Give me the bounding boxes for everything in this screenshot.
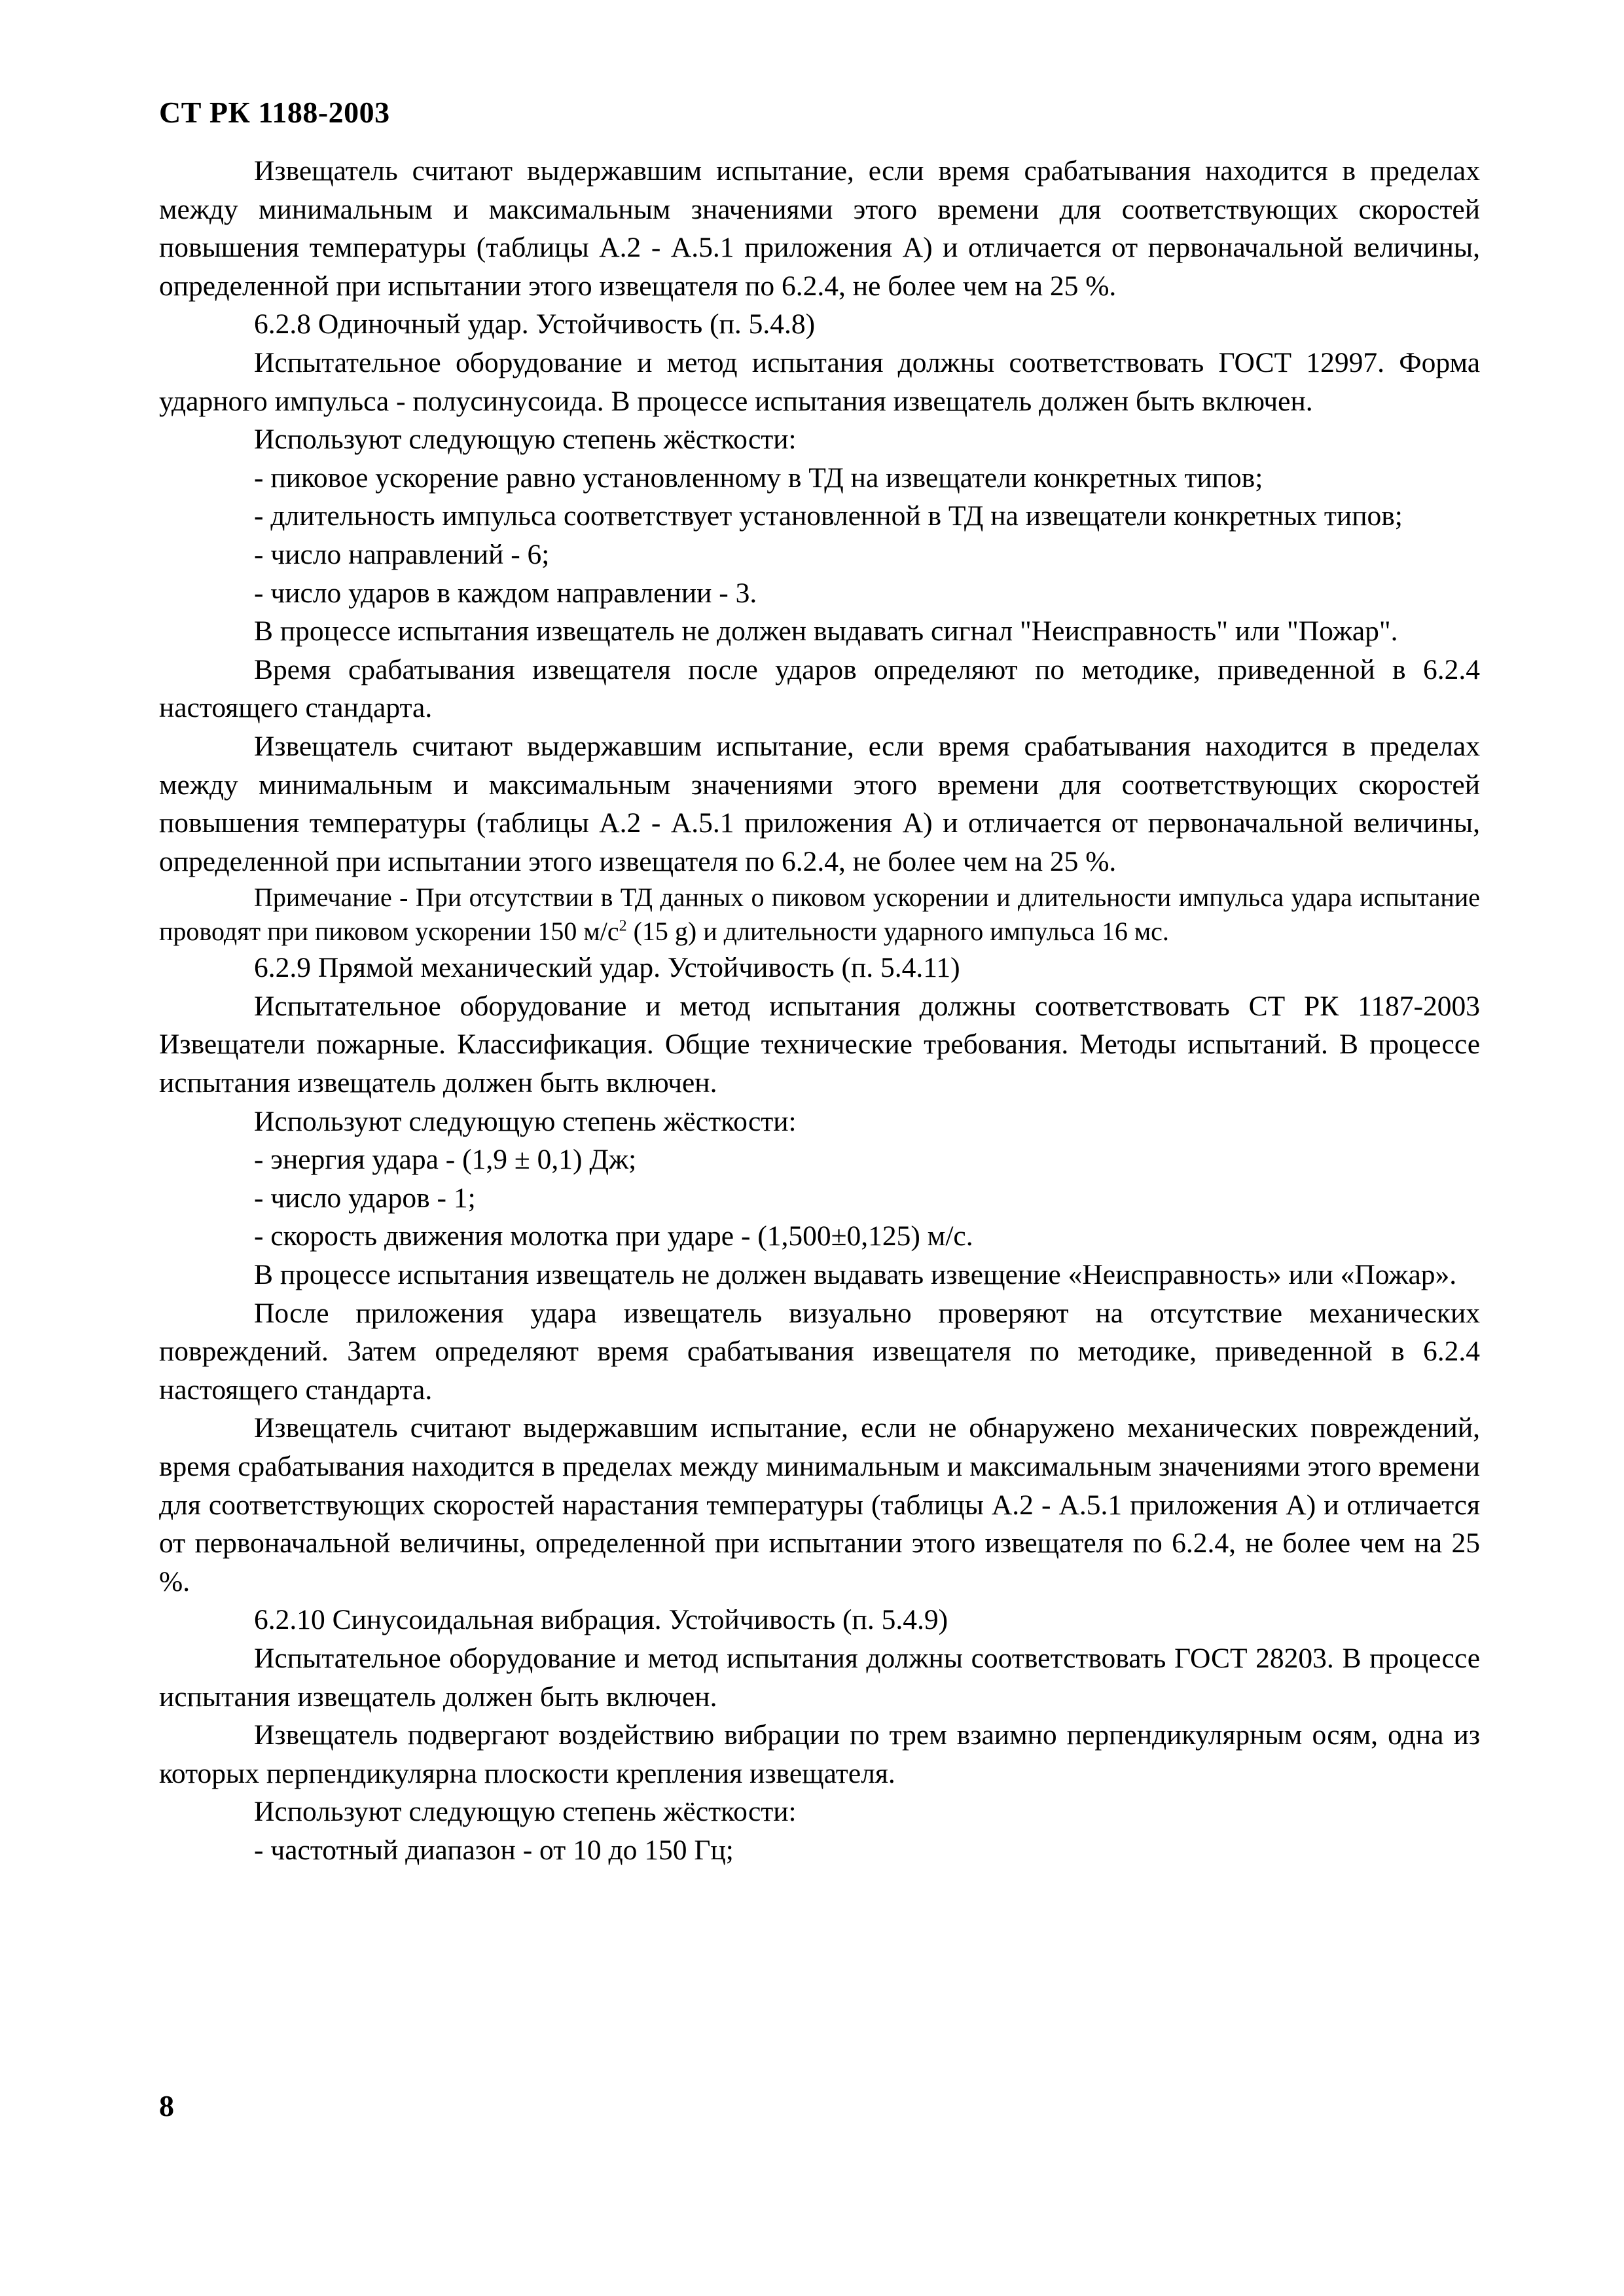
note-text-end: (15 g) и длительности ударного импульса 16 мс.	[626, 917, 1169, 947]
paragraph: Извещатель подвергают воздействию вибрации по трем взаимно перпендикулярным осям, одна из которых перпендикулярна плоскости крепления извещателя.	[159, 1719, 1480, 1789]
list-item: - длительность импульса соответствует установленной в ТД на извещатели конкретных типов;	[254, 500, 1403, 532]
note-superscript: 2	[619, 917, 627, 935]
document-body	[159, 152, 1480, 1870]
page-number: 8	[159, 2089, 174, 2123]
list-item: - число ударов - 1;	[254, 1182, 476, 1214]
note-text: Примечание - При отсутствии в ТД данных о пиковом ускорении и длительности импульса удара испытание проводят при пиковом ускорении 150 м/с	[159, 883, 1480, 947]
paragraph: Используют следующую степень жёсткости:	[254, 1105, 797, 1137]
section-heading-6-2-8: 6.2.8 Одиночный удар. Устойчивость (п. 5.4.8)	[254, 308, 816, 340]
paragraph: Используют следующую степень жёсткости:	[254, 424, 797, 456]
list-item: - число ударов в каждом направлении - 3.	[254, 577, 757, 609]
paragraph: Испытательное оборудование и метод испытания должны соответствовать ГОСТ 12997. Форма ударного импульса - полусинусоида. В процессе испытания извещатель должен быть включен.	[159, 346, 1480, 417]
paragraph: Время срабатывания извещателя после ударов определяют по методике, приведенной в 6.2.4 настоящего стандарта.	[159, 653, 1480, 724]
section-heading-6-2-10: 6.2.10 Синусоидальная вибрация. Устойчивость (п. 5.4.9)	[254, 1604, 948, 1636]
note-paragraph	[159, 881, 1480, 949]
paragraph: В процессе испытания извещатель не должен выдавать извещение «Неисправность» или «Пожар».	[254, 1259, 1457, 1291]
paragraph: Извещатель считают выдержавшим испытание, если время срабатывания находится в пределах между минимальным и максимальным значениями этого времени для соответствующих скоростей повышения температуры (таблицы А.2 - А.5.1 приложения А) и отличается от первоначальной величины, определенной при испытании этого извещателя по 6.2.4, не более чем на 25 %.	[159, 155, 1480, 302]
paragraph: Используют следующую степень жёсткости:	[254, 1796, 797, 1828]
paragraph: Извещатель считают выдержавшим испытание, если не обнаружено механических повреждений, время срабатывания находится в пределах между минимальным и максимальным значениями этого времени для соответствующих скоростей нарастания температуры (таблицы А.2 - А.5.1 приложения А) и отличается от первоначальной величины, определенной при испытании этого извещателя по 6.2.4, не более чем на 25 %.	[159, 1412, 1480, 1597]
list-item: - число направлений - 6;	[254, 538, 550, 570]
document-code-header: СТ РК 1188-2003	[159, 96, 390, 129]
section-heading-6-2-9: 6.2.9 Прямой механический удар. Устойчивость (п. 5.4.11)	[254, 952, 960, 984]
list-item: - скорость движения молотка при ударе - (1,500±0,125) м/с.	[254, 1220, 973, 1252]
list-item: - энергия удара - (1,9 ± 0,1) Дж;	[254, 1144, 637, 1176]
paragraph: В процессе испытания извещатель не должен выдавать сигнал "Неисправность" или "Пожар".	[254, 615, 1398, 647]
list-item: - пиковое ускорение равно установленному в ТД на извещатели конкретных типов;	[254, 462, 1263, 494]
paragraph: Испытательное оборудование и метод испытания должны соответствовать ГОСТ 28203. В процессе испытания извещатель должен быть включен.	[159, 1642, 1480, 1713]
paragraph: Извещатель считают выдержавшим испытание, если время срабатывания находится в пределах между минимальным и максимальным значениями этого времени для соответствующих скоростей повышения температуры (таблицы А.2 - А.5.1 приложения А) и отличается от первоначальной величины, определенной при испытании этого извещателя по 6.2.4, не более чем на 25 %.	[159, 730, 1480, 877]
paragraph: Испытательное оборудование и метод испытания должны соответствовать СТ РК 1187-2003 Извещатели пожарные. Классификация. Общие технические требования. Методы испытаний. В процессе испытания извещатель должен быть включен.	[159, 990, 1480, 1099]
paragraph: После приложения удара извещатель визуально проверяют на отсутствие механических повреждений. Затем определяют время срабатывания извещателя по методике, приведенной в 6.2.4 настоящего стандарта.	[159, 1297, 1480, 1406]
list-item: - частотный диапазон - от 10 до 150 Гц;	[254, 1834, 734, 1866]
